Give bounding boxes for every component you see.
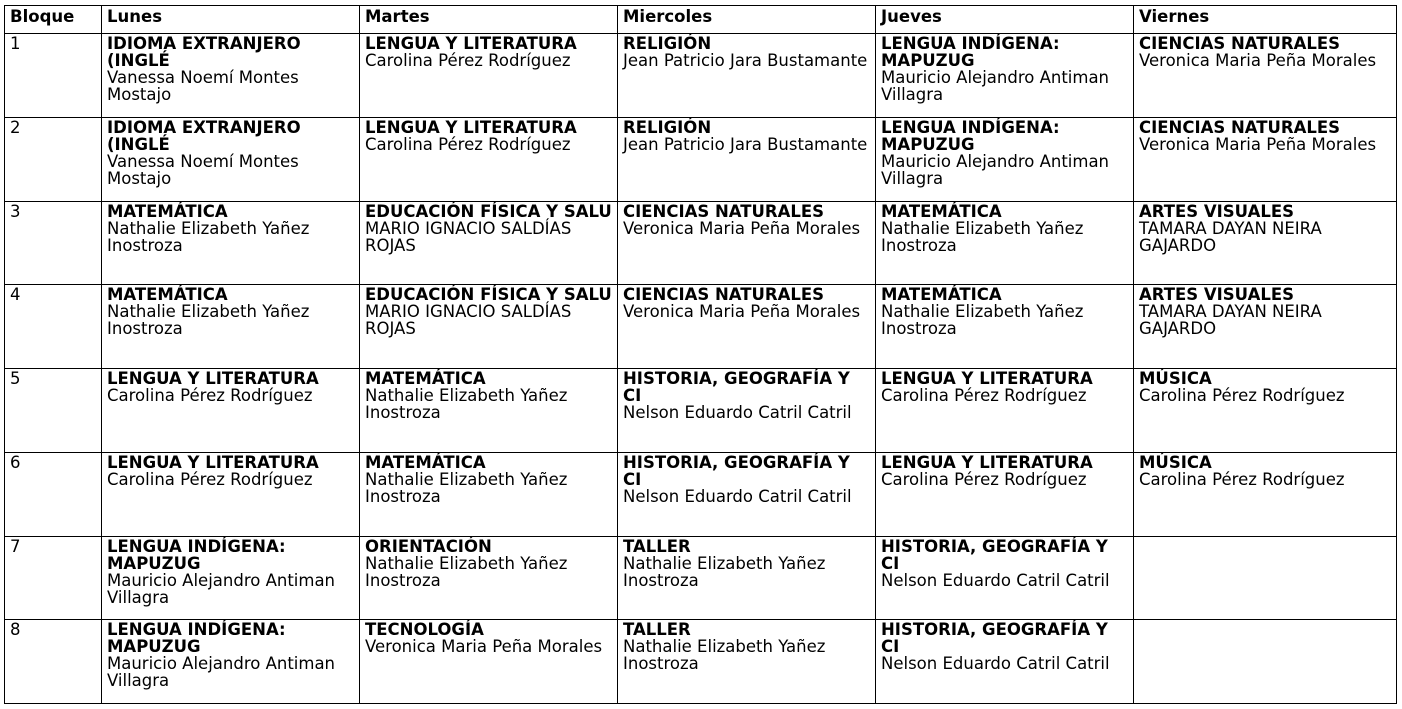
- schedule-cell-lunes: [102, 34, 360, 118]
- teacher-name: Jean Patricio Jara Bustamante: [623, 134, 868, 154]
- teacher-name: Jean Patricio Jara Bustamante: [623, 51, 868, 70]
- schedule-header: [5, 6, 1397, 34]
- schedule-cell-viernes: [1134, 536, 1397, 620]
- schedule-cell-lunes: [102, 620, 360, 704]
- subject-name: MÚSICA: [1139, 452, 1212, 472]
- teacher-name: Nathalie Elizabeth Yañez Inostroza: [881, 218, 1084, 255]
- subject-name: RELIGIÓN: [623, 117, 712, 137]
- schedule-cell-lunes: [102, 201, 360, 285]
- subject-name: LENGUA Y LITERATURA: [107, 369, 319, 388]
- subject-name: HISTORIA, GEOGRAFÍA Y CI: [881, 536, 1108, 573]
- teacher-name: MARIO IGNACIO SALDÍAS ROJAS: [365, 218, 572, 255]
- schedule-cell-miercoles: [618, 536, 876, 620]
- block-number: 6: [5, 452, 102, 536]
- schedule-cell-viernes: [1134, 452, 1397, 536]
- teacher-name: Nathalie Elizabeth Yañez Inostroza: [365, 386, 568, 422]
- teacher-name: Veronica Maria Peña Morales: [623, 302, 861, 322]
- block-number: 4: [5, 285, 102, 369]
- subject-name: TECNOLOGÍA: [365, 620, 484, 640]
- teacher-name: Carolina Pérez Rodríguez: [1139, 469, 1345, 489]
- teacher-name: Veronica Maria Peña Morales: [1139, 134, 1377, 154]
- teacher-name: Nathalie Elizabeth Yañez Inostroza: [623, 553, 826, 590]
- schedule-cell-jueves: [876, 34, 1134, 118]
- schedule-cell-martes: [360, 536, 618, 620]
- subject-name: CIENCIAS NATURALES: [623, 201, 825, 221]
- schedule-cell-viernes: [1134, 369, 1397, 453]
- teacher-name: MARIO IGNACIO SALDÍAS ROJAS: [365, 302, 572, 339]
- subject-name: CIENCIAS NATURALES: [1139, 117, 1341, 137]
- schedule-cell-miercoles: [618, 34, 876, 118]
- teacher-name: Nathalie Elizabeth Yañez Inostroza: [365, 553, 568, 590]
- header-day-lunes: Lunes: [102, 6, 360, 34]
- schedule-cell-viernes: [1134, 34, 1397, 118]
- subject-name: RELIGIÓN: [623, 34, 712, 53]
- subject-name: TALLER: [623, 620, 691, 640]
- teacher-name: Veronica Maria Peña Morales: [365, 637, 603, 657]
- schedule-cell-viernes: [1134, 117, 1397, 201]
- teacher-name: Nathalie Elizabeth Yañez Inostroza: [881, 302, 1084, 339]
- subject-name: LENGUA Y LITERATURA: [365, 34, 577, 53]
- teacher-name: Vanessa Noemí Montes Mostajo: [107, 68, 299, 104]
- teacher-name: Nelson Eduardo Catril Catril: [623, 486, 852, 506]
- teacher-name: Carolina Pérez Rodríguez: [881, 469, 1087, 489]
- block-number: 2: [5, 117, 102, 201]
- schedule-cell-viernes: [1134, 201, 1397, 285]
- header-day-miercoles: Miercoles: [618, 6, 876, 34]
- header-day-martes: Martes: [360, 6, 618, 34]
- schedule-cell-miercoles: [618, 285, 876, 369]
- schedule-body: [5, 34, 1397, 704]
- subject-name: TALLER: [623, 536, 691, 556]
- schedule-cell-miercoles: [618, 452, 876, 536]
- teacher-name: Nathalie Elizabeth Yañez Inostroza: [107, 218, 310, 255]
- table-row: [5, 117, 1397, 201]
- subject-name: MATEMÁTICA: [107, 285, 228, 305]
- subject-name: LENGUA INDÍGENA: MAPUZUG: [881, 117, 1060, 154]
- teacher-name: TAMARA DAYAN NEIRA GAJARDO: [1139, 302, 1322, 339]
- subject-name: LENGUA INDÍGENA: MAPUZUG: [881, 34, 1060, 70]
- subject-name: LENGUA INDÍGENA: MAPUZUG: [107, 536, 286, 573]
- schedule-cell-lunes: [102, 117, 360, 201]
- subject-name: MATEMÁTICA: [365, 369, 486, 388]
- block-number: 7: [5, 536, 102, 620]
- schedule-cell-viernes: [1134, 285, 1397, 369]
- subject-name: EDUCACIÓN FÍSICA Y SALU: [365, 201, 612, 221]
- block-number: 5: [5, 369, 102, 453]
- subject-name: ARTES VISUALES: [1139, 201, 1295, 221]
- block-number: 8: [5, 620, 102, 704]
- schedule-cell-jueves: [876, 285, 1134, 369]
- schedule-cell-jueves: [876, 536, 1134, 620]
- header-day-jueves: Jueves: [876, 6, 1134, 34]
- subject-name: LENGUA Y LITERATURA: [107, 452, 319, 472]
- schedule-cell-viernes: [1134, 620, 1397, 704]
- teacher-name: Mauricio Alejandro Antiman Villagra: [881, 68, 1110, 104]
- schedule-cell-martes: [360, 369, 618, 453]
- table-row: [5, 285, 1397, 369]
- schedule-cell-miercoles: [618, 201, 876, 285]
- subject-name: LENGUA INDÍGENA: MAPUZUG: [107, 620, 286, 657]
- subject-name: MATEMÁTICA: [365, 452, 486, 472]
- table-row: [5, 369, 1397, 453]
- subject-name: ARTES VISUALES: [1139, 285, 1295, 305]
- schedule-cell-lunes: [102, 536, 360, 620]
- schedule-cell-martes: [360, 620, 618, 704]
- schedule-cell-jueves: [876, 117, 1134, 201]
- schedule-cell-jueves: [876, 201, 1134, 285]
- teacher-name: Vanessa Noemí Montes Mostajo: [107, 151, 299, 188]
- subject-name: ORIENTACIÓN: [365, 536, 492, 556]
- teacher-name: Veronica Maria Peña Morales: [623, 218, 861, 238]
- subject-name: LENGUA Y LITERATURA: [365, 117, 577, 137]
- teacher-name: Mauricio Alejandro Antiman Villagra: [881, 151, 1110, 188]
- schedule-cell-lunes: [102, 452, 360, 536]
- header-day-viernes: Viernes: [1134, 6, 1397, 34]
- block-number: 3: [5, 201, 102, 285]
- table-row: [5, 536, 1397, 620]
- table-row: [5, 452, 1397, 536]
- table-row: [5, 201, 1397, 285]
- teacher-name: Nathalie Elizabeth Yañez Inostroza: [365, 469, 568, 506]
- teacher-name: Nathalie Elizabeth Yañez Inostroza: [623, 637, 826, 674]
- schedule-cell-martes: [360, 34, 618, 118]
- schedule-cell-miercoles: [618, 620, 876, 704]
- schedule-table: [4, 5, 1397, 704]
- teacher-name: TAMARA DAYAN NEIRA GAJARDO: [1139, 218, 1322, 255]
- teacher-name: Mauricio Alejandro Antiman Villagra: [107, 570, 336, 607]
- teacher-name: Carolina Pérez Rodríguez: [107, 469, 313, 489]
- subject-name: MATEMÁTICA: [107, 201, 228, 221]
- subject-name: LENGUA Y LITERATURA: [881, 452, 1093, 472]
- schedule-cell-miercoles: [618, 369, 876, 453]
- subject-name: HISTORIA, GEOGRAFÍA Y CI: [623, 452, 850, 489]
- subject-name: MÚSICA: [1139, 369, 1212, 388]
- teacher-name: Mauricio Alejandro Antiman Villagra: [107, 654, 336, 691]
- subject-name: HISTORIA, GEOGRAFÍA Y CI: [881, 620, 1108, 657]
- schedule-cell-lunes: [102, 285, 360, 369]
- schedule-cell-lunes: [102, 369, 360, 453]
- subject-name: CIENCIAS NATURALES: [623, 285, 825, 305]
- teacher-name: Carolina Pérez Rodríguez: [365, 51, 571, 70]
- table-row: [5, 34, 1397, 118]
- subject-name: HISTORIA, GEOGRAFÍA Y CI: [623, 369, 850, 405]
- subject-name: IDIOMA EXTRANJERO (INGLÉ: [107, 34, 301, 70]
- teacher-name: Nelson Eduardo Catril Catril: [881, 654, 1110, 674]
- table-row: [5, 620, 1397, 704]
- teacher-name: Nathalie Elizabeth Yañez Inostroza: [107, 302, 310, 339]
- schedule-cell-martes: [360, 117, 618, 201]
- teacher-name: Nelson Eduardo Catril Catril: [623, 403, 852, 422]
- schedule-cell-jueves: [876, 452, 1134, 536]
- subject-name: MATEMÁTICA: [881, 201, 1002, 221]
- teacher-name: Nelson Eduardo Catril Catril: [881, 570, 1110, 590]
- teacher-name: Carolina Pérez Rodríguez: [365, 134, 571, 154]
- teacher-name: Carolina Pérez Rodríguez: [107, 386, 313, 405]
- header-row: [5, 6, 1397, 34]
- schedule-cell-martes: [360, 201, 618, 285]
- schedule-cell-jueves: [876, 620, 1134, 704]
- teacher-name: Veronica Maria Peña Morales: [1139, 51, 1377, 70]
- subject-name: CIENCIAS NATURALES: [1139, 34, 1341, 53]
- header-block: Bloque: [5, 6, 102, 34]
- subject-name: MATEMÁTICA: [881, 285, 1002, 305]
- subject-name: EDUCACIÓN FÍSICA Y SALU: [365, 285, 612, 305]
- teacher-name: Carolina Pérez Rodríguez: [881, 386, 1087, 405]
- schedule-cell-miercoles: [618, 117, 876, 201]
- subject-name: LENGUA Y LITERATURA: [881, 369, 1093, 388]
- schedule-cell-martes: [360, 285, 618, 369]
- block-number: 1: [5, 34, 102, 118]
- schedule-cell-jueves: [876, 369, 1134, 453]
- teacher-name: Carolina Pérez Rodríguez: [1139, 386, 1345, 405]
- subject-name: IDIOMA EXTRANJERO (INGLÉ: [107, 117, 301, 154]
- schedule-cell-martes: [360, 452, 618, 536]
